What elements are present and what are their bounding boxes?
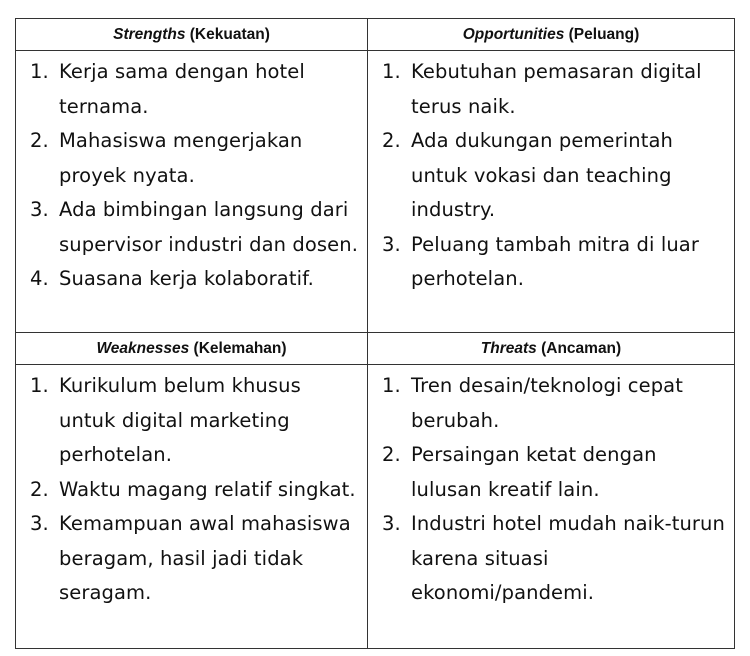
- list-item: 3. Kemampuan awal mahasiswa beragam, hasil jadi tidak seragam.: [30, 512, 351, 604]
- opportunities-cell: [368, 51, 735, 333]
- swot-body-row-top: [16, 51, 735, 333]
- opportunity-item-3: Peluang tambah mitra di luar perhotelan.: [411, 232, 699, 290]
- weaknesses-title-en: Weaknesses: [96, 340, 190, 357]
- list-item: 3. Peluang tambah mitra di luar perhotelan.: [382, 232, 699, 290]
- weaknesses-cell: [16, 365, 368, 649]
- weakness-item-1: Kurikulum belum khusus untuk digital marketing perhotelan.: [59, 374, 301, 466]
- opportunities-list: [368, 55, 734, 297]
- strength-item-1: Kerja sama dengan hotel ternama.: [59, 60, 305, 118]
- list-item: 1. Kebutuhan pemasaran digital terus naik.: [382, 60, 702, 118]
- list-item: 3. Ada bimbingan langsung dari supervisor industri dan dosen.: [30, 198, 359, 256]
- strengths-title-en: Strengths: [113, 26, 186, 43]
- strength-item-3: Ada bimbingan langsung dari supervisor industri dan dosen.: [59, 198, 359, 256]
- strength-item-4: Suasana kerja kolaboratif.: [59, 267, 314, 290]
- weaknesses-list: [16, 369, 367, 611]
- weaknesses-header: [16, 333, 368, 365]
- weakness-item-2: Waktu magang relatif singkat.: [59, 477, 356, 501]
- threat-item-3: Industri hotel mudah naik-turun karena situasi ekonomi/pandemi.: [411, 512, 725, 604]
- opportunities-header: [368, 19, 735, 51]
- list-item: 4. Suasana kerja kolaboratif.: [30, 267, 314, 290]
- threat-item-2: Persaingan ketat dengan lulusan kreatif lain.: [411, 443, 657, 501]
- opportunity-item-1: Kebutuhan pemasaran digital terus naik.: [411, 60, 702, 118]
- threats-header: [368, 333, 735, 365]
- list-item: 1. Tren desain/teknologi cepat berubah.: [382, 374, 683, 432]
- threats-cell: [368, 365, 735, 649]
- swot-table: [15, 18, 735, 649]
- list-item: 3. Industri hotel mudah naik-turun karena situasi ekonomi/pandemi.: [382, 512, 725, 604]
- opportunities-title-id: (Peluang): [568, 26, 640, 43]
- strengths-title-id: (Kekuatan): [189, 26, 270, 43]
- threats-list: [368, 369, 734, 611]
- opportunity-item-2: Ada dukungan pemerintah untuk vokasi dan teaching industry.: [411, 129, 673, 221]
- opportunities-title-en: Opportunities: [462, 26, 565, 43]
- swot-header-row-bottom: [16, 333, 735, 365]
- list-item: 2. Waktu magang relatif singkat.: [30, 477, 356, 501]
- strengths-cell: [16, 51, 368, 333]
- threat-item-1: Tren desain/teknologi cepat berubah.: [411, 374, 683, 432]
- strengths-list: [16, 55, 367, 297]
- list-item: 2. Mahasiswa mengerjakan proyek nyata.: [30, 129, 303, 187]
- list-item: 2. Ada dukungan pemerintah untuk vokasi dan teaching industry.: [382, 129, 673, 221]
- strength-item-2: Mahasiswa mengerjakan proyek nyata.: [59, 129, 303, 187]
- threats-title-id: (Ancaman): [541, 340, 622, 357]
- weakness-item-3: Kemampuan awal mahasiswa beragam, hasil jadi tidak seragam.: [59, 512, 351, 604]
- threats-title-en: Threats: [480, 340, 537, 357]
- weaknesses-title-id: (Kelemahan): [193, 340, 287, 357]
- list-item: 2. Persaingan ketat dengan lulusan kreatif lain.: [382, 443, 657, 501]
- swot-header-row-top: [16, 19, 735, 51]
- list-item: 1. Kerja sama dengan hotel ternama.: [30, 60, 305, 118]
- strengths-header: [16, 19, 368, 51]
- swot-body-row-bottom: [16, 365, 735, 649]
- list-item: 1. Kurikulum belum khusus untuk digital marketing perhotelan.: [30, 374, 301, 466]
